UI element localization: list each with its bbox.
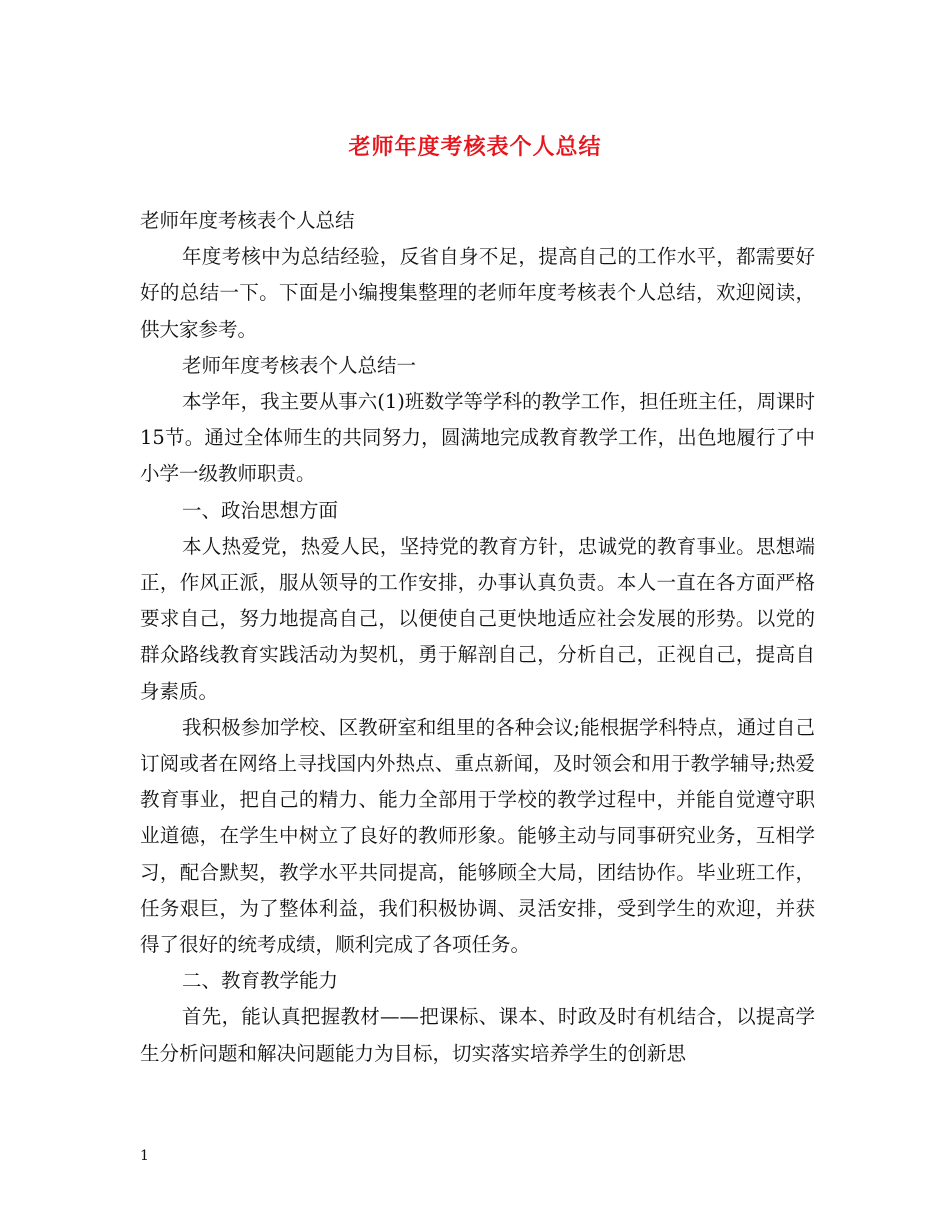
paragraph: 本人热爱党，热爱人民，坚持党的教育方针，忠诚党的教育事业。思想端正，作风正派，服从领导的工作安排，办事认真负责。本人一直在各方面严格要求自己，努力地提高自己，以便使自己更快地适应社会发展的形势。以党的群众路线教育实践活动为契机，勇于解剖自己，分析自己，正视自己，提高自身素质。 — [140, 534, 815, 703]
paragraph: 本学年，我主要从事六(1)班数学等学科的教学工作，担任班主任，周课时15节。通过全体师生的共同努力，圆满地完成教育教学工作，出色地履行了中小学一级教师职责。 — [140, 390, 815, 486]
page-number: 1 — [140, 1148, 149, 1164]
paragraph-section-title: 老师年度考核表个人总结一 — [182, 353, 417, 377]
paragraph-subheading: 一、政治思想方面 — [182, 498, 339, 522]
paragraph-heading: 老师年度考核表个人总结 — [140, 209, 355, 232]
document-body — [140, 203, 815, 1072]
paragraph-subheading: 二、教育教学能力 — [182, 969, 339, 993]
paragraph: 首先，能认真把握教材——把课标、课本、时政及时有机结合，以提高学生分析问题和解决问题能力为目标，切实落实培养学生的创新思 — [140, 1005, 815, 1065]
document-title: 老师年度考核表个人总结 — [348, 134, 602, 160]
paragraph-intro: 年度考核中为总结经验，反省自身不足，提高自己的工作水平，都需要好好的总结一下。下面是小编搜集整理的老师年度考核表个人总结，欢迎阅读，供大家参考。 — [140, 245, 815, 341]
paragraph: 我积极参加学校、区教研室和组里的各种会议;能根据学科特点，通过自己订阅或者在网络上寻找国内外热点、重点新闻，及时领会和用于教学辅导;热爱教育事业，把自己的精力、能力全部用于学校的教学过程中，并能自觉遵守职业道德，在学生中树立了良好的教师形象。能够主动与同事研究业务，互相学习，配合默契，教学水平共同提高，能够顾全大局，团结协作。毕业班工作，任务艰巨，为了整体利益，我们积极协调、灵活安排，受到学生的欢迎，并获得了很好的统考成绩，顺利完成了各项任务。 — [140, 715, 815, 957]
